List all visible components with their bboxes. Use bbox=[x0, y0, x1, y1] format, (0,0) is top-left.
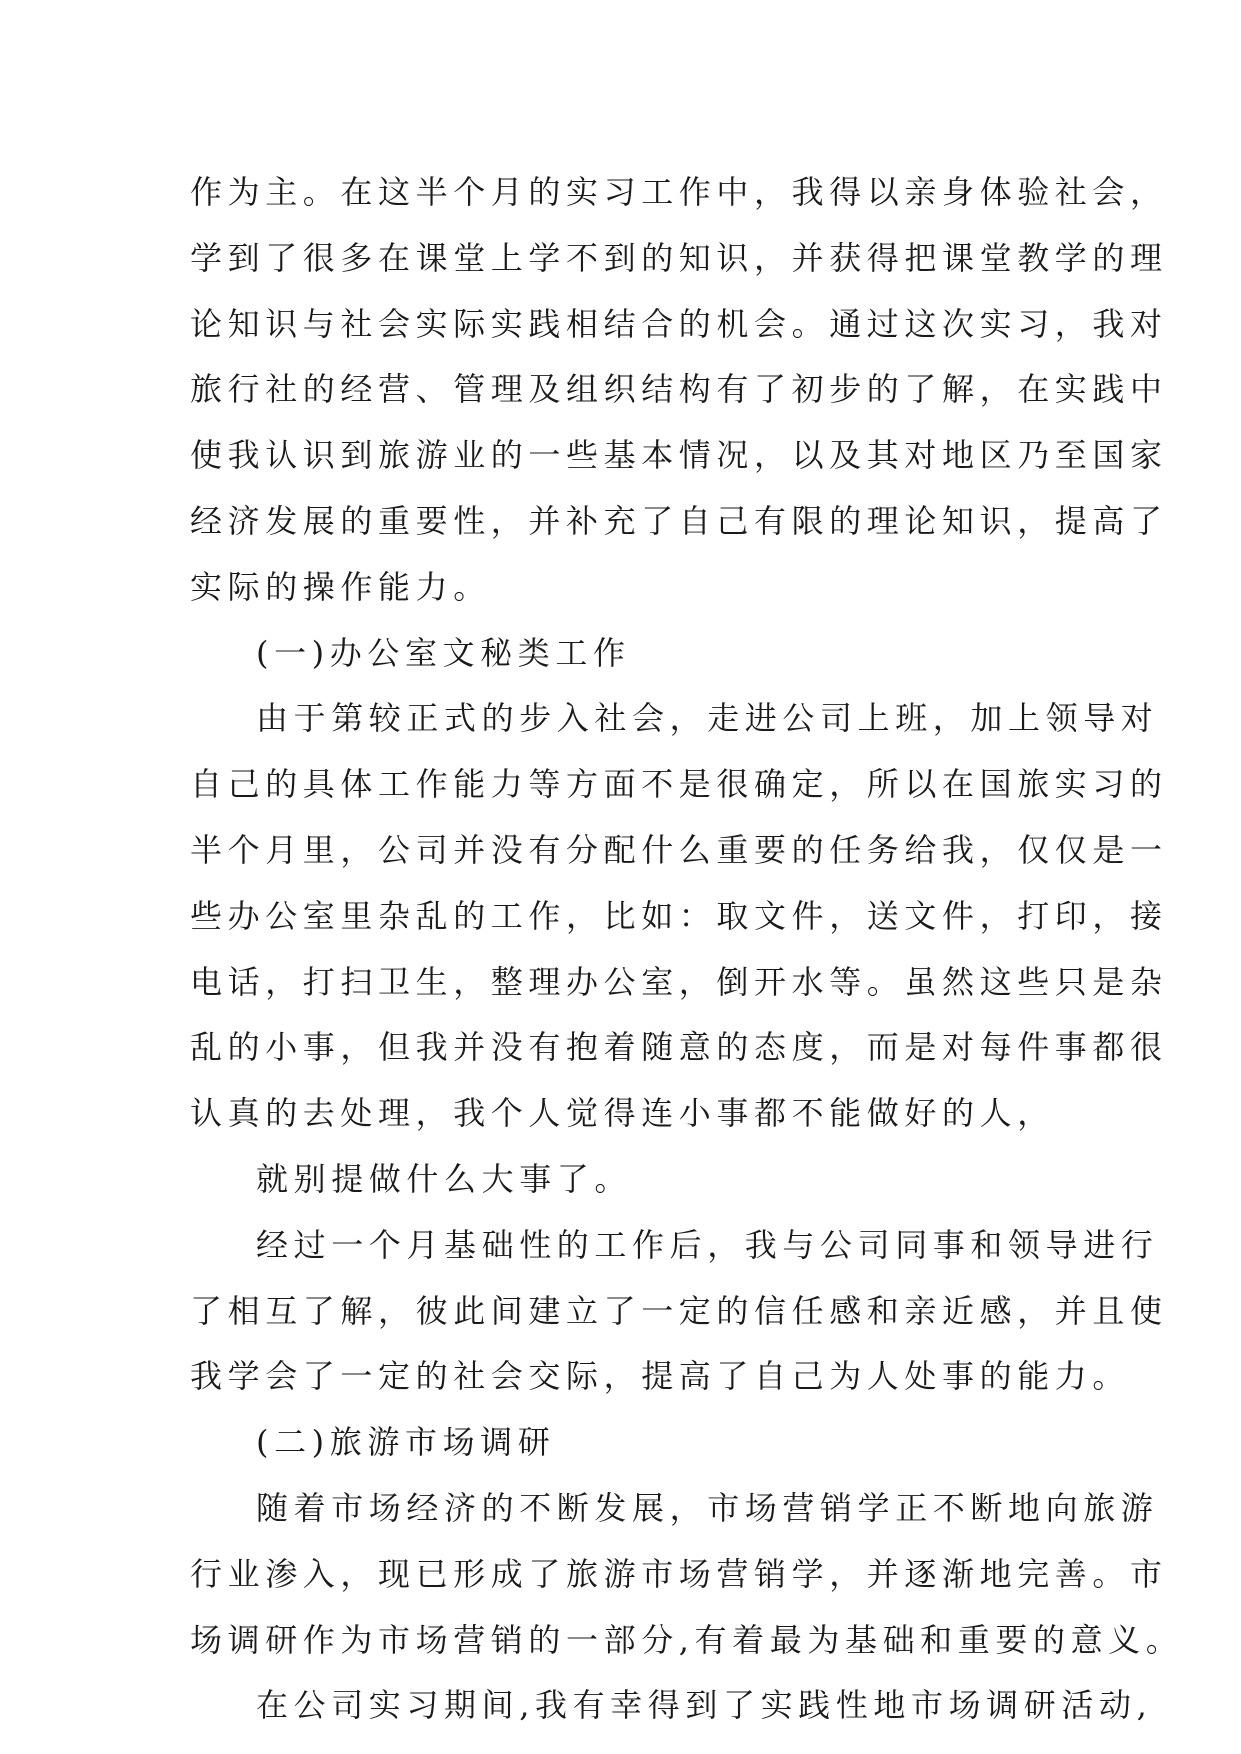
text-line: 使我认识到旅游业的一些基本情况，以及其对地区乃至国家 bbox=[190, 436, 1168, 475]
text-line: 场调研作为市场营销的一部分,有着最为基础和重要的意义。 bbox=[190, 1620, 1184, 1659]
text-line: 乱的小事，但我并没有抱着随意的态度，而是对每件事都很 bbox=[190, 1028, 1168, 1067]
text-line: 学到了很多在课堂上学不到的知识，并获得把课堂教学的理 bbox=[190, 238, 1168, 277]
text-line: 认真的去处理，我个人觉得连小事都不能做好的人， bbox=[190, 1094, 1055, 1133]
text-line: 在公司实习期间,我有幸得到了实践性地市场调研活动, bbox=[256, 1686, 1153, 1725]
text-line: (一)办公室文秘类工作 bbox=[256, 633, 631, 672]
text-line: 由于第较正式的步入社会，走进公司上班，加上领导对 bbox=[256, 699, 1159, 738]
text-line: 了相互了解，彼此间建立了一定的信任感和亲近感，并且使 bbox=[190, 1291, 1168, 1330]
text-line: 旅行社的经营、管理及组织结构有了初步的了解，在实践中 bbox=[190, 370, 1168, 409]
text-line: 实际的操作能力。 bbox=[190, 567, 491, 606]
text-line: 电话，打扫卫生，整理办公室，倒开水等。虽然这些只是杂 bbox=[190, 962, 1168, 1001]
text-line: 随着市场经济的不断发展，市场营销学正不断地向旅游 bbox=[256, 1488, 1159, 1527]
text-line: 经过一个月基础性的工作后，我与公司同事和领导进行 bbox=[256, 1225, 1159, 1264]
text-line: 经济发展的重要性，并补充了自己有限的理论知识，提高了 bbox=[190, 501, 1168, 540]
text-line: 我学会了一定的社会交际，提高了自己为人处事的能力。 bbox=[190, 1357, 1131, 1396]
text-line: 半个月里，公司并没有分配什么重要的任务给我，仅仅是一 bbox=[190, 830, 1168, 869]
text-line: 自己的具体工作能力等方面不是很确定，所以在国旅实习的 bbox=[190, 765, 1168, 804]
text-line: 作为主。在这半个月的实习工作中，我得以亲身体验社会， bbox=[190, 173, 1168, 211]
text-line: 行业渗入，现已形成了旅游市场营销学，并逐渐地完善。市 bbox=[190, 1554, 1168, 1593]
text-line: 论知识与社会实际实践相结合的机会。通过这次实习，我对 bbox=[190, 304, 1168, 343]
text-line: (二)旅游市场调研 bbox=[256, 1423, 556, 1462]
text-line: 些办公室里杂乱的工作，比如：取文件，送文件，打印，接 bbox=[190, 896, 1168, 935]
text-line: 就别提做什么大事了。 bbox=[256, 1159, 633, 1198]
body-text bbox=[190, 160, 1184, 1739]
